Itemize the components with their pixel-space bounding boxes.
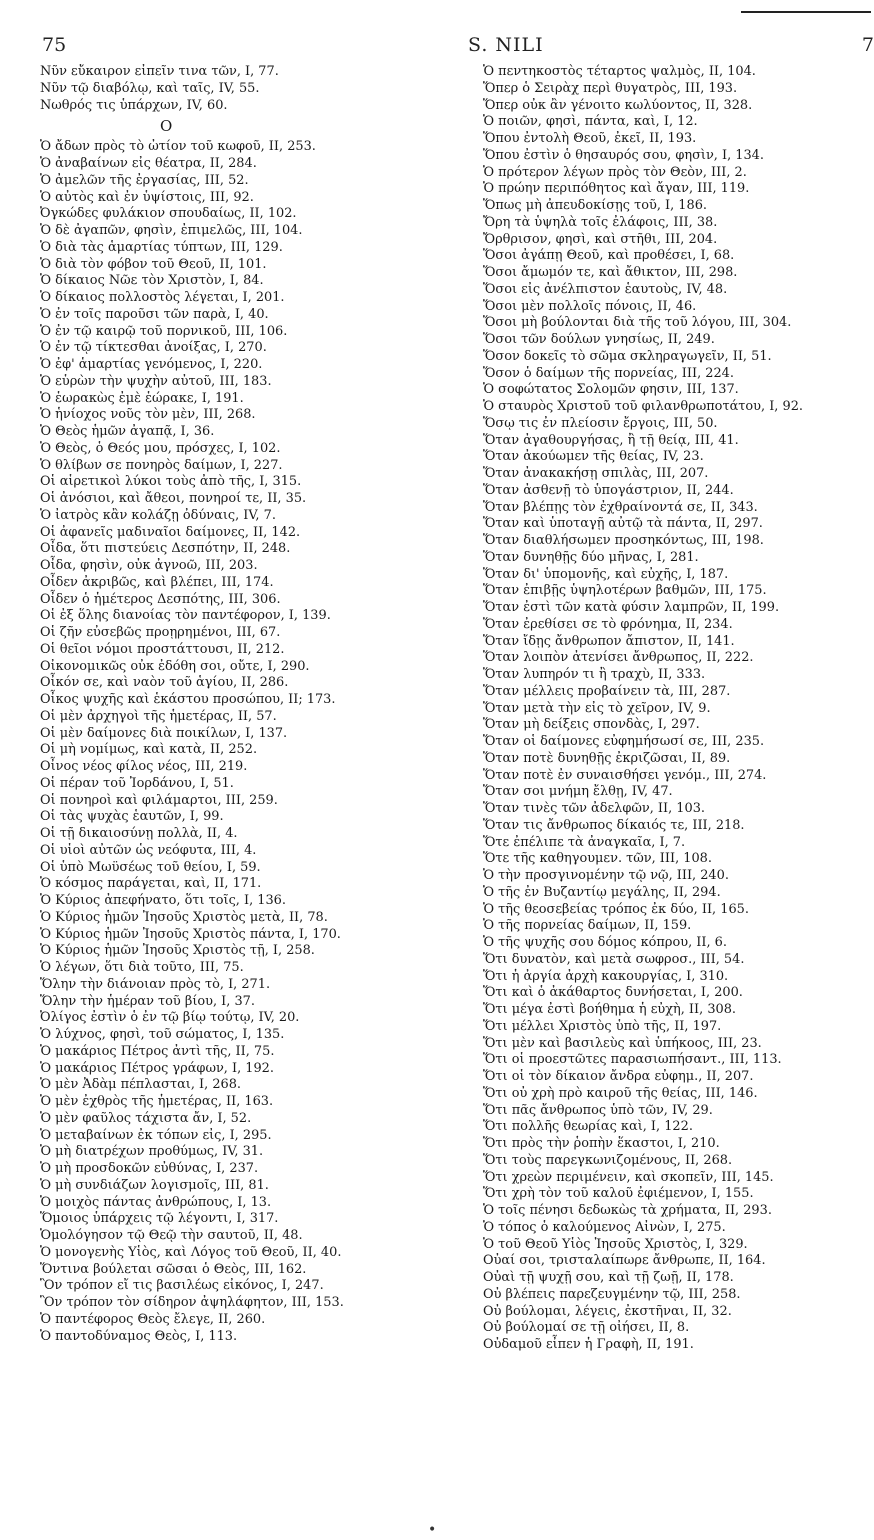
index-entry: Ὅσον ὁ δαίμων τῆς πορνείας, III, 224. [483, 365, 734, 381]
index-entry: Ὁ παντοδύναμος Θεὸς, I, 113. [40, 1328, 238, 1344]
index-entry: Ὁ αὐτὸς καὶ ἐν ὑψίστοις, III, 92. [40, 189, 254, 205]
index-entry: Ὁ μὴ προσδοκῶν εὐθύνας, I, 237. [40, 1161, 259, 1176]
index-entry: Οἰκονομικῶς οὐκ ἐδόθη σοι, οὔτε, I, 290. [40, 658, 310, 674]
index-entry: Ὅτι πᾶς ἄνθρωπος ὑπὸ τῶν, IV, 29. [483, 1102, 713, 1118]
index-entry: Ὅπερ οὐκ ἂν γένοιτο κωλύοντος, II, 328. [483, 97, 753, 113]
index-entry: Ὁ κόσμος παράγεται, καὶ, II, 171. [40, 876, 262, 892]
index-entry: Ὁ μὴ συνδιάζων λογισμοῖς, III, 81. [40, 1177, 269, 1193]
index-entry: Οἱ πονηροὶ καὶ φιλάμαρτοι, III, 259. [40, 792, 278, 808]
running-title: S. NILI [468, 34, 544, 56]
index-entry: Οἱ τὰς ψυχὰς ἑαυτῶν, I, 99. [40, 809, 224, 825]
index-entry: Ὅταν οἱ δαίμονες εὐφημήσωσί σε, III, 235. [483, 734, 765, 749]
index-entry: Οἱ ζῆν εὐσεβῶς προῃρημένοι, III, 67. [40, 625, 281, 640]
index-entry: Ὅτι οἱ προεστῶτες παρασιωπήσαντ., III, 113. [483, 1052, 782, 1068]
index-entry: Ὅλην τὴν διάνοιαν πρὸς τὸ, I, 271. [40, 976, 271, 992]
index-entry: Ὀγκώδες φυλάκιον σπουδαίως, II, 102. [40, 206, 297, 222]
index-entry: Ὅτι χρεὼν περιμένειν, καὶ σκοπεῖν, III, 145. [483, 1169, 774, 1185]
index-entry: Ὁ ἀμελῶν τῆς ἐργασίας, III, 52. [40, 172, 249, 188]
index-entry: Ὅταν μέλλεις προβαίνειν τὰ, III, 287. [483, 683, 731, 699]
index-entry: Οὐ βλέπεις παρεζευγμένην τῷ, III, 258. [483, 1286, 741, 1302]
index-entry: Οἶκος ψυχῆς καὶ ἑκάστου προσώπου, II; 173. [40, 692, 336, 707]
index-entry: Ὅσον δοκεῖς τὸ σῶμα σκληραγωγεῖν, II, 51. [483, 348, 772, 364]
index-entry: Ὄρη τὰ ὑψηλὰ τοῖς ἐλάφοις, III, 38. [483, 214, 718, 230]
index-entry: Ὅτι τοὺς παρεγκωνιζομένους, II, 268. [483, 1152, 733, 1168]
index-entry: Ὁ ἑωρακὼς ἐμὲ ἑώρακε, I, 191. [40, 390, 244, 406]
index-entry: Ὁ δίκαιος πολλοστὸς λέγεται, I, 201. [40, 290, 285, 305]
index-entry: Ὅταν λοιπὸν ἀτενίσει ἄνθρωπος, II, 222. [483, 650, 754, 666]
index-entry: Ὁ πεντηκοστὸς τέταρτος ψαλμὸς, II, 104. [483, 64, 756, 79]
index-entry: Ὅταν διαθλήσωμεν προσηκόντως, III, 198. [483, 533, 764, 548]
index-entry: Ὁ Κύριος ἡμῶν Ἰησοῦς Χριστὸς πάντα, I, 170. [40, 926, 341, 942]
index-entry: Ὅτι πρὸς τὴν ῥοπὴν ἕκαστοι, I, 210. [483, 1136, 720, 1151]
index-entry: Ὁ τῆς ψυχῆς σου δόμος κόπρου, II, 6. [483, 935, 727, 950]
index-entry: Οἱ πέραν τοῦ Ἰορδάνου, I, 51. [40, 775, 234, 791]
index-entry: Ὃν τρόπον τὸν σίδηρον ἀψηλάφητον, III, 153. [40, 1295, 344, 1310]
index-entry: Οὐ βούλομαι, λέγεις, ἐκστῆναι, II, 32. [483, 1303, 732, 1319]
index-entry: Οἱ ἀφανεῖς μαδιναῖοι δαίμονες, II, 142. [40, 524, 301, 540]
index-entry: Ὅταν σοι μνήμη ἔλθῃ, IV, 47. [483, 784, 673, 800]
index-entry: Ὅταν ἐρεθίσει σε τὸ φρόνημα, II, 234. [483, 616, 733, 632]
index-entry: Οἶνος νέος φίλος νέος, III, 219. [40, 759, 248, 774]
index-entry: Οἶδεν ἀκριβῶς, καὶ βλέπει, III, 174. [40, 574, 274, 590]
index-entry: Νωθρός τις ὑπάρχων, IV, 60. [40, 97, 228, 113]
index-entry: Οὐ βούλομαί σε τῇ οἰήσει, II, 8. [483, 1320, 690, 1336]
index-entry: Ὁ μὴ διατρέχων προθύμως, IV, 31. [40, 1144, 264, 1160]
index-entry: Ὅταν δυνηθῇς δύο μῆνας, I, 281. [483, 549, 699, 565]
index-entry: Ὁ τοῖς πένησι δεδωκὼς τὰ χρήματα, II, 293. [483, 1203, 772, 1218]
index-entry: Ὅτι μὲν καὶ βασιλεὺς καὶ ὑπήκοος, III, 23. [483, 1035, 762, 1051]
index-entry: Ὅταν ἀνακακήσῃ σπιλὰς, III, 207. [483, 466, 709, 481]
index-entry: Ὅσοι ἄμωμόν τε, καὶ ἄθικτον, III, 298. [483, 265, 738, 280]
index-entry: Ὁ ἡνίοχος νοῦς τὸν μὲν, III, 268. [40, 407, 256, 423]
index-entry: Ὅταν λυπηρόν τι ἢ τραχὺ, II, 333. [483, 667, 706, 682]
index-entry: Ὁ μὲν φαῦλος τάχιστα ἄν, I, 52. [40, 1110, 252, 1126]
index-entry: Ὅταν ἀσθενῇ τὸ ὑπογάστριον, II, 244. [483, 482, 734, 498]
index-entry: Ὁ Κύριος ἀπεφήνατο, ὅτι τοῖς, I, 136. [40, 893, 286, 908]
index-entry: Ὁ τῆς θεοσεβείας τρόπος ἐκ δύο, II, 165. [483, 901, 749, 917]
index-entry: Ὅτε ἐπέλιπε τὰ ἀναγκαῖα, I, 7. [483, 834, 686, 850]
index-entry: Οὐδαμοῦ εἶπεν ἡ Γραφὴ, II, 191. [483, 1337, 694, 1352]
index-entry: Ὅσῳ τις ἐν πλείοσιν ἔργοις, III, 50. [483, 415, 718, 431]
index-entry: Οἱ μὲν δαίμονες διὰ ποικίλων, I, 137. [40, 725, 288, 741]
index-entry: Οὐαὶ τῇ ψυχῇ σου, καὶ τῇ ζωῇ, II, 178. [483, 1270, 734, 1285]
index-entry: Ὅτι μέγα ἐστὶ βοήθημα ἡ εὐχὴ, II, 308. [483, 1002, 737, 1017]
index-entry: Ὁ Κύριος ἡμῶν Ἰησοῦς Χριστὸς τῇ, I, 258. [40, 943, 315, 959]
index-entry: Ὁ παντέφορος Θεὸς ἔλεγε, II, 260. [40, 1311, 266, 1327]
index-entry: Ὁ ἐφ' ἁμαρτίας γενόμενος, I, 220. [40, 357, 263, 372]
index-entry: Νῦν εὔκαιρον εἰπεῖν τινα τῶν, I, 77. [40, 64, 279, 79]
index-entry: Οἱ μὴ νομίμως, καὶ κατὰ, II, 252. [40, 742, 258, 758]
index-entry: Οἶδεν ὁ ἡμέτερος Δεσπότης, III, 306. [40, 591, 281, 607]
index-entry: Ὅντινα βούλεται σῶσαι ὁ Θεὸς, III, 162. [40, 1261, 307, 1277]
index-entry: Ὁ ἰατρὸς κἂν κολάζῃ ὀδύναις, IV, 7. [40, 507, 276, 523]
index-entry: Ὁ Θεὸς ἡμῶν ἀγαπᾷ, I, 36. [40, 424, 215, 439]
index-entry: Ὅπερ ὁ Σειρὰχ περὶ θυγατρὸς, III, 193. [483, 80, 738, 96]
index-entry: Οἶκόν σε, καὶ ναὸν τοῦ ἁγίου, II, 286. [40, 675, 289, 691]
index-entry: Ὅταν ἀγαθουργήσας, ἢ τῇ θείᾳ, III, 41. [483, 432, 739, 448]
index-entry: Ὅτι χρὴ τὸν τοῦ καλοῦ ἐφιέμενον, I, 155. [483, 1186, 754, 1202]
index-entry: Ὁ λύχνος, φησὶ, τοῦ σώματος, I, 135. [40, 1027, 285, 1042]
index-entry: Ὁ ἄδων πρὸς τὸ ὠτίον τοῦ κωφοῦ, II, 253. [40, 139, 316, 155]
index-entry: Ὅτι οἱ τὸν δίκαιον ἄνδρα εὐφημ., II, 207. [483, 1069, 754, 1084]
index-entry: Οἱ μὲν ἀρχηγοὶ τῆς ἡμετέρας, II, 57. [40, 708, 277, 724]
index-entry: Ὁ πρώην περιπόθητος καὶ ἄγαν, III, 119. [483, 181, 750, 197]
index-entry: Ὃν τρόπον εἴ τις βασιλέως εἰκόνος, I, 247. [40, 1278, 324, 1294]
index-entry: Ὅσοι ἀγάπῃ Θεοῦ, καὶ προθέσει, I, 68. [483, 248, 735, 264]
index-entry: Ὁ διὰ τὰς ἁμαρτίας τύπτων, III, 129. [40, 239, 283, 255]
index-entry: Οἱ ὑπὸ Μωϋσέως τοῦ θείου, I, 59. [40, 859, 261, 875]
index-entry: Ὁ σταυρὸς Χριστοῦ τοῦ φιλανθρωποτάτου, I, 92. [483, 399, 803, 414]
index-entry: Ὁ μοιχὸς πάντας ἀνθρώπους, I, 13. [40, 1194, 272, 1210]
index-entry: Ὁ πρότερον λέγων πρὸς τὸν Θεὸν, III, 2. [483, 164, 747, 180]
index-entry: Ὁ μὲν Ἀδὰμ πέπλασται, I, 268. [40, 1077, 242, 1093]
index-entry: Ὅτι μέλλει Χριστὸς ὑπὸ τῆς, II, 197. [483, 1018, 722, 1034]
index-entry: Ὁ τὴν προσγινομένην τῷ νῷ, III, 240. [483, 868, 729, 883]
index-entry: Ὅταν μὴ δείξεις σπονδὰς, I, 297. [483, 717, 700, 733]
index-entry: Ὅπου ἐστὶν ὁ θησαυρός σου, φησὶν, I, 134. [483, 147, 764, 163]
index-entry: Οἱ αἱρετικοὶ λύκοι τοὺς ἀπὸ τῆς, I, 315. [40, 474, 302, 490]
index-entry: Ὁ ἐν τῷ καιρῷ τοῦ πορνικοῦ, III, 106. [40, 323, 288, 339]
index-entry: Ὅλην τὴν ἡμέραν τοῦ βίου, I, 37. [40, 993, 255, 1009]
index-entry: Ὅτι πολλῆς θεωρίας καὶ, I, 122. [483, 1119, 693, 1135]
index-entry: Ὅταν τις ἄνθρωπος δίκαιός τε, III, 218. [483, 817, 745, 833]
index-entry: Ὁ τῆς πορνείας δαίμων, II, 159. [483, 918, 692, 934]
index-entry: Ὁ θλίβων σε πονηρὸς δαίμων, I, 227. [40, 457, 283, 473]
index-entry: Ὅταν ἐστὶ τῶν κατὰ φύσιν λαμπρῶν, II, 199. [483, 600, 780, 615]
index-entry: Ὁ ποιῶν, φησὶ, πάντα, καὶ, I, 12. [483, 114, 698, 130]
page-header [38, 34, 874, 60]
footer-mark: • [428, 1522, 437, 1538]
index-entry: Ὅτι δυνατὸν, καὶ μετὰ σωφροσ., III, 54. [483, 951, 745, 967]
index-entry: Ὁ τόπος ὁ καλούμενος Αἰνὼν, I, 275. [483, 1219, 726, 1235]
index-entry: Ὅσοι εἰς ἀνέλπιστον ἑαυτοὺς, IV, 48. [483, 281, 728, 297]
index-entry: Ὅταν ποτὲ δυνηθῇς ἐκριζῶσαι, II, 89. [483, 750, 731, 766]
index-entry: Ὁ ἐν τοῖς παροῦσι τῶν παρὰ, I, 40. [40, 306, 269, 322]
index-column-left [40, 64, 460, 1345]
index-entry: Οἱ υἱοὶ αὐτῶν ὡς νεόφυτα, III, 4. [40, 842, 257, 858]
index-entry: Ὅπως μὴ ἀπευδοκίσῃς τοῦ, I, 186. [483, 198, 707, 213]
index-entry: Ὁ μακάριος Πέτρος γράφων, I, 192. [40, 1060, 274, 1076]
page-number-right: 7 [861, 34, 874, 56]
index-column-right [483, 64, 871, 1354]
index-entry: Ὁ τῆς ἐν Βυζαντίῳ μεγάλης, II, 294. [483, 884, 721, 900]
index-entry: Ὅτι ἡ ἀργία ἀρχὴ κακουργίας, I, 310. [483, 968, 729, 984]
index-entry: Ὅσοι μὲν πολλοῖς πόνοις, II, 46. [483, 298, 697, 314]
index-entry: Ὁ μεταβαίνων ἐκ τόπων εἰς, I, 295. [40, 1127, 272, 1143]
index-entry: Οἱ θεῖοι νόμοι προστάττουσι, II, 212. [40, 641, 285, 657]
section-letter: O [160, 117, 173, 136]
index-entry: Ὁ ἐν τῷ τίκτεσθαι ἀνοίξας, I, 270. [40, 340, 267, 356]
index-entry: Ὅσοι μὴ βούλονται διὰ τῆς τοῦ λόγου, III, 304. [483, 315, 792, 331]
index-entry: Ὁ Κύριος ἡμῶν Ἰησοῦς Χριστὸς μετὰ, II, 78. [40, 909, 328, 925]
index-entry: Ὁ εὑρὼν τὴν ψυχὴν αὐτοῦ, III, 183. [40, 373, 272, 389]
index-entry: Ὅταν ποτὲ ἐν συναισθήσει γενόμ., III, 274. [483, 767, 767, 783]
index-entry: Οἱ ἀνόσιοι, καὶ ἄθεοι, πονηροί τε, II, 35. [40, 491, 307, 506]
index-entry: Ὅταν δι' ὑπομονῆς, καὶ εὐχῆς, I, 187. [483, 566, 729, 582]
index-entry: Ὁ μὲν ἐχθρὸς τῆς ἡμετέρας, II, 163. [40, 1094, 274, 1109]
index-entry: Ὅταν τινὲς τῶν ἀδελφῶν, II, 103. [483, 801, 705, 816]
index-entry: Ὅτι καὶ ὁ ἀκάθαρτος δυνήσεται, I, 200. [483, 985, 743, 1001]
index-entry: Ὁ Θεὸς, ὁ Θεός μου, πρόσχες, I, 102. [40, 440, 281, 456]
index-entry: Ὁ μονογενὴς Υἱὸς, καὶ Λόγος τοῦ Θεοῦ, II, 40. [40, 1244, 342, 1260]
index-entry: Οἱ ἐξ ὅλης διανοίας τὸν παντέφορον, I, 139. [40, 608, 331, 624]
index-entry: Οἱ τῇ δικαιοσύνῃ πολλὰ, II, 4. [40, 826, 238, 841]
index-entry: Ὁ τοῦ Θεοῦ Υἱὸς Ἰησοῦς Χριστὸς, I, 329. [483, 1236, 748, 1252]
index-entry: Ὀλίγος ἐστὶν ὁ ἐν τῷ βίῳ τούτῳ, IV, 20. [40, 1010, 300, 1026]
index-entry: Ὅταν ἀκούωμεν τῆς θείας, IV, 23. [483, 449, 704, 465]
index-entry: Ὁ δὲ ἀγαπῶν, φησὶν, ἐπιμελῶς, III, 104. [40, 223, 303, 238]
page-number-left: 75 [42, 34, 67, 56]
index-entry: Ὁ σοφώτατος Σολομῶν φησιν, III, 137. [483, 382, 739, 398]
index-entry: Οἶδα, φησὶν, οὐκ ἀγνοῶ, III, 203. [40, 558, 258, 573]
index-entry: Ὅτι οὐ χρὴ πρὸ καιροῦ τῆς θείας, III, 146. [483, 1085, 758, 1101]
index-entry: Ὁ μακάριος Πέτρος ἀντὶ τῆς, II, 75. [40, 1043, 275, 1059]
index-entry: Ὁ λέγων, ὅτι διὰ τοῦτο, III, 75. [40, 960, 244, 975]
index-entry: Ὅτε τῆς καθηγουμεν. τῶν, III, 108. [483, 851, 712, 867]
index-entry: Ὁ δίκαιος Νῶε τὸν Χριστὸν, I, 84. [40, 273, 264, 289]
index-entry: Ὅπου ἐντολὴ Θεοῦ, ἐκεῖ, II, 193. [483, 131, 697, 146]
index-entry: Οἶδα, ὅτι πιστεύεις Δεσπότην, II, 248. [40, 541, 291, 557]
index-entry: Ὁμολόγησον τῷ Θεῷ τὴν σαυτοῦ, II, 48. [40, 1228, 303, 1243]
index-entry: Οὐαί σοι, τρισταλαίπωρε ἄνθρωπε, II, 164. [483, 1253, 766, 1269]
header-rule [741, 11, 871, 13]
index-entry: Ὅταν ἐπιβῇς ὑψηλοτέρων βαθμῶν, III, 175. [483, 583, 767, 599]
index-entry: Ὄρθρισον, φησὶ, καὶ στῆθι, III, 204. [483, 231, 718, 247]
index-entry: Ὁ ἀναβαίνων εἰς θέατρα, II, 284. [40, 156, 257, 171]
index-entry: Ὅταν βλέπῃς τὸν ἐχθραίνοντά σε, II, 343. [483, 499, 758, 515]
index-entry: Νῦν τῷ διαβόλῳ, καὶ ταῖς, IV, 55. [40, 80, 260, 96]
index-entry: Ὁ διὰ τὸν φόβον τοῦ Θεοῦ, II, 101. [40, 256, 267, 272]
index-entry: Ὅσοι τῶν δούλων γνησίως, II, 249. [483, 332, 715, 347]
index-entry: Ὅταν ἴδῃς ἄνθρωπον ἄπιστον, II, 141. [483, 633, 735, 649]
index-entry: Ὅμοιος ὑπάρχεις τῷ λέγοντι, I, 317. [40, 1211, 279, 1227]
index-entry: Ὅταν μετὰ τὴν εἰς τὸ χεῖρον, IV, 9. [483, 700, 711, 716]
index-entry: Ὅταν καὶ ὑποταγῇ αὐτῷ τὰ πάντα, II, 297. [483, 516, 763, 532]
